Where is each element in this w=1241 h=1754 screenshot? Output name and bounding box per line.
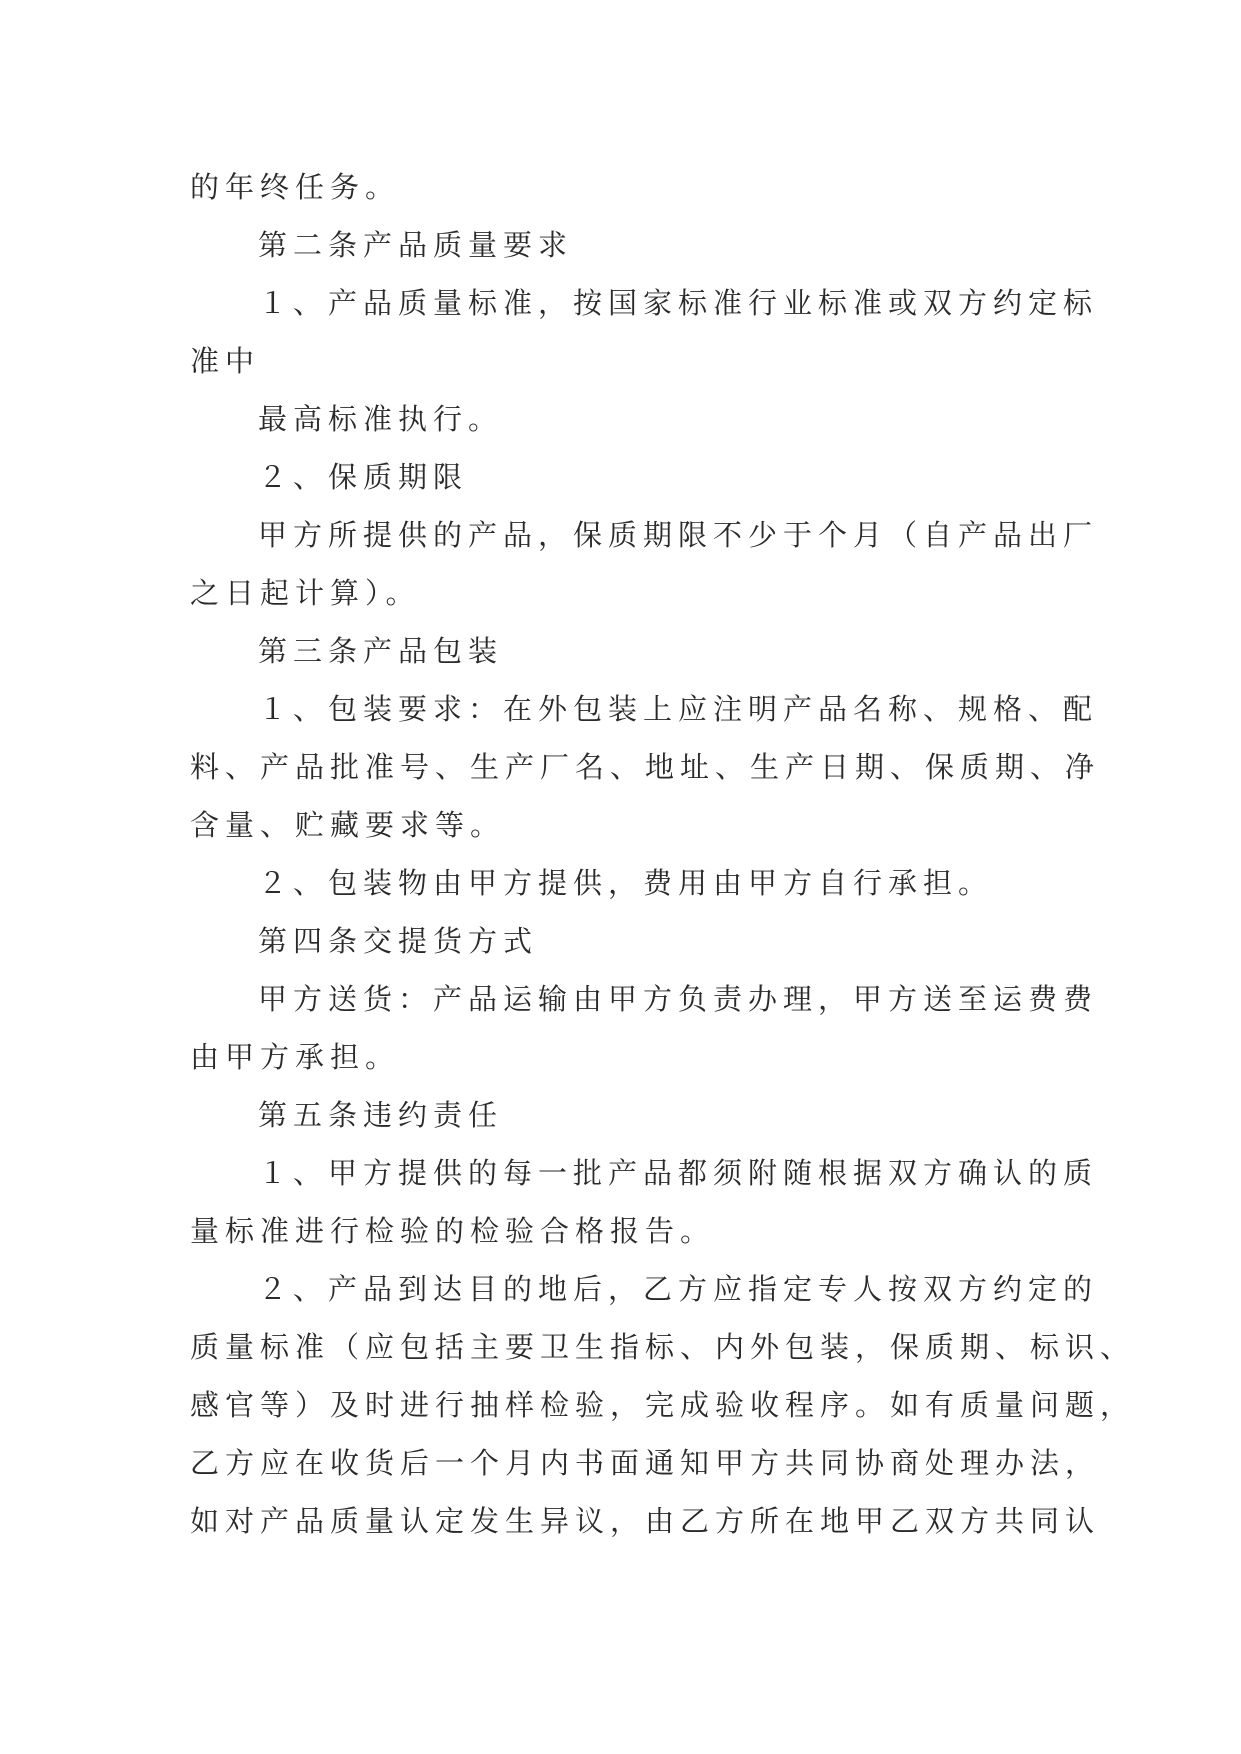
document-body bbox=[190, 158, 1136, 1550]
document-line: 由甲方承担。 bbox=[190, 1040, 401, 1074]
document-line: 准中 bbox=[190, 344, 261, 378]
document-line: 之日起计算）。 bbox=[190, 576, 421, 610]
document-line: 甲方送货：产品运输由甲方负责办理，甲方送至运费费 bbox=[258, 982, 1099, 1016]
document-line: 最高标准执行。 bbox=[258, 402, 504, 436]
document-line: ２、保质期限 bbox=[258, 460, 469, 494]
document-line: １、甲方提供的每一批产品都须附随根据双方确认的质 bbox=[258, 1156, 1099, 1190]
document-line: 如对产品质量认定发生异议，由乙方所在地甲乙双方共同认 bbox=[190, 1504, 1101, 1538]
document-line: 第四条交提货方式 bbox=[258, 924, 539, 958]
document-line: 甲方所提供的产品，保质期限不少于个月（自产品出厂 bbox=[258, 518, 1099, 552]
document-line: 第三条产品包装 bbox=[258, 634, 504, 668]
document-line: 的年终任务。 bbox=[190, 170, 401, 204]
document-line: 质量标准（应包括主要卫生指标、内外包装，保质期、标识、 bbox=[190, 1330, 1136, 1364]
document-line: 料、产品批准号、生产厂名、地址、生产日期、保质期、净 bbox=[190, 750, 1101, 784]
document-line: １、包装要求：在外包装上应注明产品名称、规格、配 bbox=[258, 692, 1099, 726]
document-line: 第五条违约责任 bbox=[258, 1098, 504, 1132]
document-line: ２、产品到达目的地后，乙方应指定专人按双方约定的 bbox=[258, 1272, 1099, 1306]
document-line: ２、包装物由甲方提供，费用由甲方自行承担。 bbox=[258, 866, 994, 900]
document-line: 含量、贮藏要求等。 bbox=[190, 808, 506, 842]
document-line: 量标准进行检验的检验合格报告。 bbox=[190, 1214, 716, 1248]
document-line: 感官等）及时进行抽样检验，完成验收程序。如有质量问题， bbox=[190, 1388, 1136, 1422]
document-line: １、产品质量标准，按国家标准行业标准或双方约定标 bbox=[258, 286, 1099, 320]
document-line: 第二条产品质量要求 bbox=[258, 228, 574, 262]
document-line: 乙方应在收货后一个月内书面通知甲方共同协商处理办法， bbox=[190, 1446, 1101, 1480]
